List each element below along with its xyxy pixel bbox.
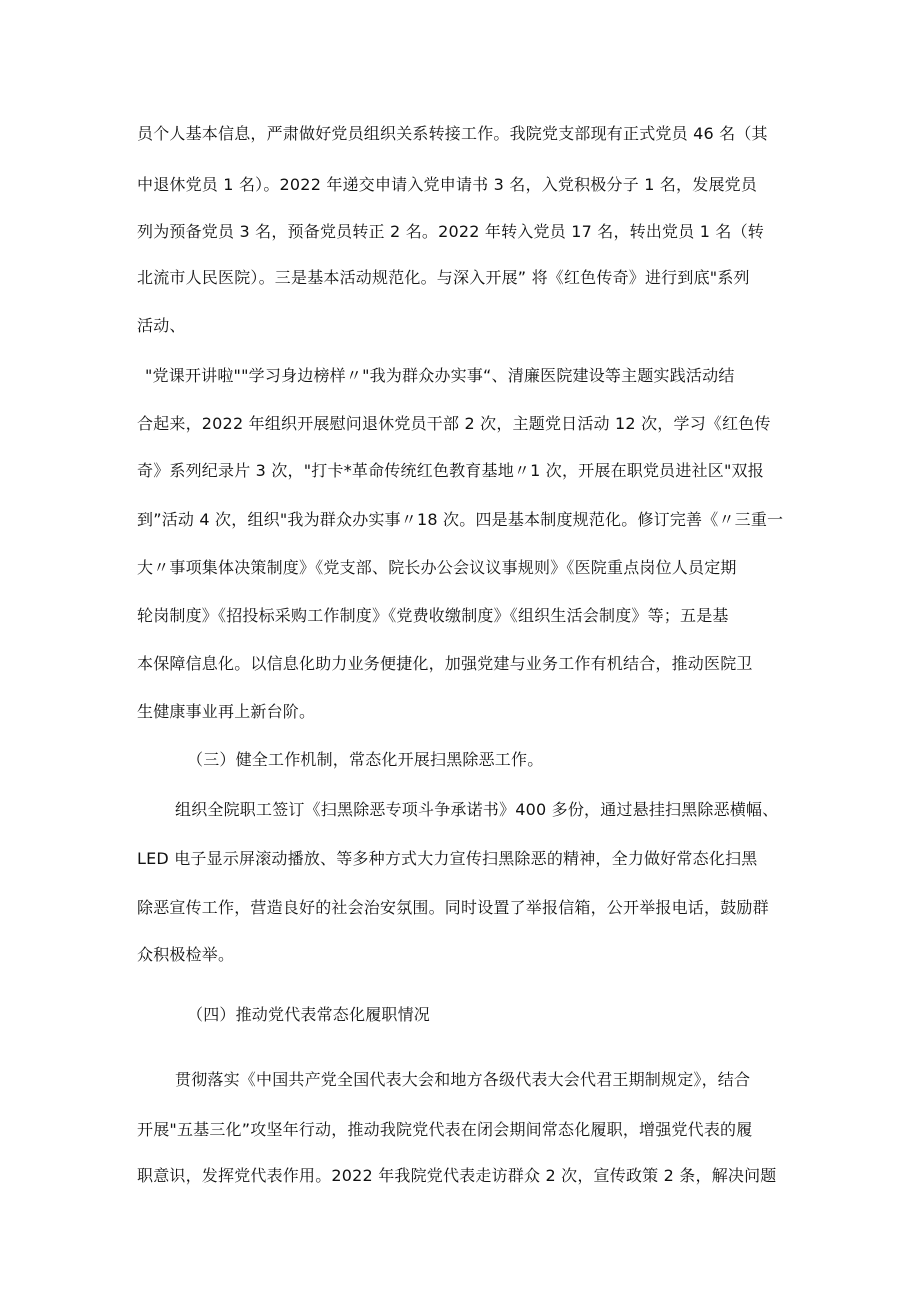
paragraph-line: 中退休党员 1 名）。2022 年递交申请入党申请书 3 名，入党积极分子 1 名，发展党员 <box>137 175 758 194</box>
paragraph-line: 职意识，发挥党代表作用。2022 年我院党代表走访群众 2 次，宣传政策 2 条，解决问题 <box>137 1166 777 1185</box>
paragraph-line: 合起来，2022 年组织开展慰问退休党员干部 2 次，主题党日活动 12 次，学习《红色传 <box>137 414 771 433</box>
paragraph-line: 贯彻落实《中国共产党全国代表大会和地方各级代表大会代君王期制规定》，结合 <box>175 1070 751 1089</box>
paragraph-line: 北流市人民医院）。三是基本活动规范化。与深入开展” 将《红色传奇》进行到底"系列 <box>137 268 750 287</box>
paragraph-line: 列为预备党员 3 名，预备党员转正 2 名。2022 年转入党员 17 名，转出党员 1 名（转 <box>137 222 764 241</box>
paragraph-line: LED 电子显示屏滚动播放、等多种方式大力宣传扫黑除恶的精神，全力做好常态化扫黑 <box>137 849 758 868</box>
paragraph-line: 生健康事业再上新台阶。 <box>137 702 316 721</box>
paragraph-line: 组织全院职工签订《扫黑除恶专项斗争承诺书》400 多份，通过悬挂扫黑除恶横幅、 <box>175 800 779 819</box>
paragraph-line: 开展"五基三化”攻坚年行动，推动我院党代表在闭会期间常态化履职，增强党代表的履 <box>137 1120 753 1139</box>
paragraph-line: 轮岗制度》《招投标采购工作制度》《党费收缴制度》《组织生活会制度》等；五是基 <box>137 606 729 625</box>
paragraph-line: 众积极检举。 <box>137 945 235 964</box>
section-heading: （四）推动党代表常态化履职情况 <box>187 1005 431 1024</box>
paragraph-line: 大〃事项集体决策制度》《党支部、院长办公会议议事规则》《医院重点岗位人员定期 <box>137 558 737 577</box>
paragraph-line: 本保障信息化。以信息化助力业务便捷化，加强党建与业务工作有机结合，推动医院卫 <box>137 654 753 673</box>
paragraph-line: 到”活动 4 次，组织"我为群众办实事〃18 次。四是基本制度规范化。修订完善《〃三重一 <box>137 510 784 529</box>
section-heading: （三）健全工作机制，常态化开展扫黑除恶工作。 <box>187 750 544 769</box>
paragraph-line: "党课开讲啦""学习身边榜样〃"我为群众办实事“、清廉医院建设等主题实践活动结 <box>145 366 735 385</box>
paragraph-line: 除恶宣传工作，营造良好的社会治安氛围。同时设置了举报信箱，公开举报电话，鼓励群 <box>137 898 769 917</box>
paragraph-line: 员个人基本信息，严肃做好党员组织关系转接工作。我院党支部现有正式党员 46 名（其 <box>137 124 768 143</box>
paragraph-line: 活动、 <box>137 316 186 335</box>
paragraph-line: 奇》系列纪录片 3 次，"打卡*革命传统红色教育基地〃1 次，开展在职党员进社区"双报 <box>137 461 764 480</box>
